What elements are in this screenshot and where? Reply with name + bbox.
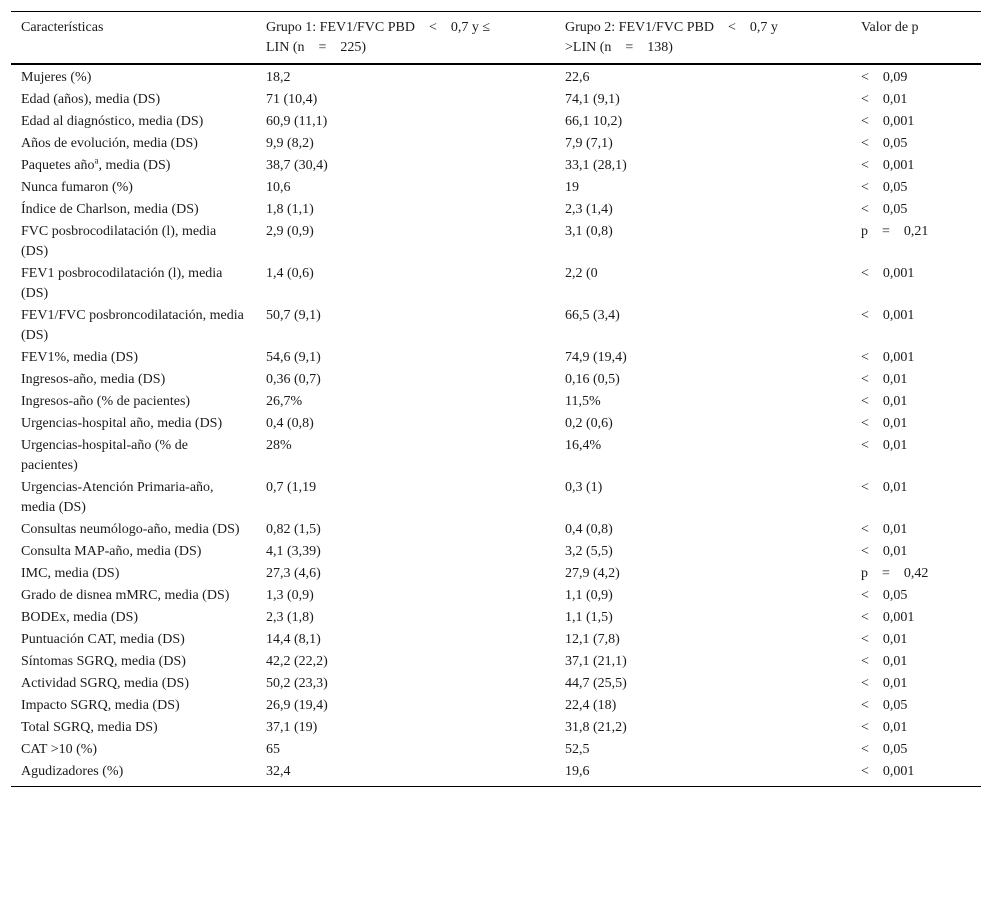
p-value: < 0,01	[861, 544, 908, 559]
group-2-value: 33,1 (28,1)	[565, 158, 627, 173]
group-2-value: 37,1 (21,1)	[565, 654, 627, 669]
group-2-value: 3,2 (5,5)	[565, 544, 613, 559]
p-value: < 0,001	[861, 308, 915, 323]
header-group-2	[555, 12, 851, 65]
p-value: < 0,05	[861, 742, 908, 757]
group-1-value: 37,1 (19)	[266, 720, 318, 735]
p-value: < 0,05	[861, 698, 908, 713]
p-value: < 0,01	[861, 522, 908, 537]
p-value: < 0,01	[861, 438, 908, 453]
p-value: < 0,05	[861, 180, 908, 195]
group-1-value: 32,4	[266, 764, 291, 779]
group-2-value: 31,8 (21,2)	[565, 720, 627, 735]
group-1-value: 71 (10,4)	[266, 92, 318, 107]
table-row	[11, 199, 981, 221]
group-1-value: 1,3 (0,9)	[266, 588, 314, 603]
group-2-value: 0,4 (0,8)	[565, 522, 613, 537]
group-1-value: 27,3 (4,6)	[266, 566, 321, 581]
table-row	[11, 155, 981, 177]
row-label: FVC posbrocodilatación (l), media (DS)	[21, 224, 217, 259]
table-row	[11, 761, 981, 787]
table-row	[11, 391, 981, 413]
row-label: Años de evolución, media (DS)	[21, 136, 198, 151]
group-2-value: 11,5%	[565, 394, 601, 409]
row-label: BODEx, media (DS)	[21, 610, 139, 625]
row-label: Nunca fumaron (%)	[21, 180, 133, 195]
row-label: FEV1/FVC posbroncodilatación, media (DS)	[21, 308, 244, 343]
p-value: < 0,001	[861, 764, 915, 779]
group-1-value: 26,7%	[266, 394, 303, 409]
table-row	[11, 477, 981, 519]
group-1-value: 42,2 (22,2)	[266, 654, 328, 669]
group-1-value: 65	[266, 742, 280, 757]
group-1-value: 0,7 (1,19	[266, 480, 317, 495]
group-2-value: 74,9 (19,4)	[565, 350, 627, 365]
table-row	[11, 305, 981, 347]
group-2-value: 1,1 (0,9)	[565, 588, 613, 603]
table-row	[11, 133, 981, 155]
table-row	[11, 629, 981, 651]
table-row	[11, 695, 981, 717]
p-value: < 0,01	[861, 720, 908, 735]
group-1-value: 54,6 (9,1)	[266, 350, 321, 365]
table-row	[11, 347, 981, 369]
row-label: Consulta MAP-año, media (DS)	[21, 544, 202, 559]
row-label: Ingresos-año, media (DS)	[21, 372, 166, 387]
row-label	[11, 155, 256, 177]
p-value: p = 0,42	[861, 566, 929, 581]
table-row	[11, 435, 981, 477]
table-row	[11, 111, 981, 133]
table-row	[11, 717, 981, 739]
group-1-value: 18,2	[266, 70, 291, 85]
p-value: < 0,001	[861, 350, 915, 365]
header-p-value: Valor de p	[861, 20, 919, 35]
table-row	[11, 413, 981, 435]
p-value: < 0,05	[861, 202, 908, 217]
row-label: Urgencias-Atención Primaria-año, media (DS)	[21, 480, 214, 515]
group-2-value: 0,3 (1)	[565, 480, 603, 495]
header-group-2-line-1: Grupo 2: FEV1/FVC PBD < 0,7 y	[565, 20, 778, 35]
table-row	[11, 651, 981, 673]
row-label-text: Paquetes año	[21, 158, 95, 173]
group-2-value: 16,4%	[565, 438, 602, 453]
group-1-value: 26,9 (19,4)	[266, 698, 328, 713]
row-label: IMC, media (DS)	[21, 566, 120, 581]
row-label: Índice de Charlson, media (DS)	[21, 202, 199, 217]
group-1-value: 2,3 (1,8)	[266, 610, 314, 625]
group-2-value: 22,4 (18)	[565, 698, 617, 713]
group-1-value: 0,82 (1,5)	[266, 522, 321, 537]
row-label: Puntuación CAT, media (DS)	[21, 632, 185, 647]
table-body	[11, 64, 981, 787]
table-container	[11, 11, 981, 787]
group-1-value: 9,9 (8,2)	[266, 136, 314, 151]
table-row	[11, 585, 981, 607]
row-label: Urgencias-hospital-año (% de pacientes)	[21, 438, 188, 473]
table-row	[11, 673, 981, 695]
p-value: < 0,05	[861, 588, 908, 603]
group-1-value: 28%	[266, 438, 292, 453]
table-row	[11, 541, 981, 563]
group-2-value: 66,5 (3,4)	[565, 308, 620, 323]
group-1-value: 38,7 (30,4)	[266, 158, 328, 173]
row-label: Consultas neumólogo-año, media (DS)	[21, 522, 240, 537]
group-2-value: 0,16 (0,5)	[565, 372, 620, 387]
group-2-value: 12,1 (7,8)	[565, 632, 620, 647]
row-label: Total SGRQ, media DS)	[21, 720, 158, 735]
group-2-value: 19	[565, 180, 579, 195]
row-label: Urgencias-hospital año, media (DS)	[21, 416, 223, 431]
p-value: < 0,01	[861, 416, 908, 431]
row-label: Mujeres (%)	[21, 70, 92, 85]
row-label: Grado de disnea mMRC, media (DS)	[21, 588, 230, 603]
group-2-value: 2,3 (1,4)	[565, 202, 613, 217]
group-2-value: 66,1 10,2)	[565, 114, 623, 129]
group-1-value: 10,6	[266, 180, 291, 195]
p-value: < 0,01	[861, 394, 908, 409]
group-1-value: 0,36 (0,7)	[266, 372, 321, 387]
group-1-value: 0,4 (0,8)	[266, 416, 314, 431]
p-value: p = 0,21	[861, 224, 929, 239]
row-label: FEV1 posbrocodilatación (l), media (DS)	[21, 266, 223, 301]
p-value: < 0,01	[861, 654, 908, 669]
characteristics-table	[11, 11, 981, 787]
group-1-value: 50,7 (9,1)	[266, 308, 321, 323]
group-2-value: 2,2 (0	[565, 266, 598, 281]
table-row	[11, 607, 981, 629]
table-row	[11, 739, 981, 761]
row-label: Edad (años), media (DS)	[21, 92, 161, 107]
group-2-value: 52,5	[565, 742, 590, 757]
p-value: < 0,01	[861, 92, 908, 107]
group-1-value: 2,9 (0,9)	[266, 224, 314, 239]
group-2-value: 44,7 (25,5)	[565, 676, 627, 691]
group-1-value: 1,8 (1,1)	[266, 202, 314, 217]
group-1-value: 50,2 (23,3)	[266, 676, 328, 691]
header-row	[11, 12, 981, 65]
header-group-1-line-2: LIN (n = 225)	[266, 40, 367, 55]
group-2-value: 1,1 (1,5)	[565, 610, 613, 625]
header-characteristics: Características	[21, 20, 104, 35]
group-1-value: 14,4 (8,1)	[266, 632, 321, 647]
table-row	[11, 563, 981, 585]
row-label: Impacto SGRQ, media (DS)	[21, 698, 180, 713]
row-label: Actividad SGRQ, media (DS)	[21, 676, 189, 691]
row-label: Síntomas SGRQ, media (DS)	[21, 654, 186, 669]
table-row	[11, 519, 981, 541]
row-label: Ingresos-año (% de pacientes)	[21, 394, 191, 409]
group-1-value: 60,9 (11,1)	[266, 114, 328, 129]
table-header	[11, 12, 981, 65]
table-row	[11, 64, 981, 89]
group-2-value: 7,9 (7,1)	[565, 136, 613, 151]
group-2-value: 19,6	[565, 764, 590, 779]
p-value: < 0,001	[861, 610, 915, 625]
p-value: < 0,001	[861, 266, 915, 281]
table-row	[11, 263, 981, 305]
group-2-value: 3,1 (0,8)	[565, 224, 613, 239]
group-1-value: 1,4 (0,6)	[266, 266, 314, 281]
header-group-2-line-2: >LIN (n = 138)	[565, 40, 673, 55]
row-label-suffix: , media (DS)	[98, 158, 171, 173]
header-group-1-line-1: Grupo 1: FEV1/FVC PBD < 0,7 y ≤	[266, 20, 491, 35]
header-group-1	[256, 12, 555, 65]
p-value: < 0,001	[861, 158, 915, 173]
row-label: FEV1%, media (DS)	[21, 350, 139, 365]
p-value: < 0,01	[861, 632, 908, 647]
group-2-value: 74,1 (9,1)	[565, 92, 620, 107]
p-value: < 0,09	[861, 70, 908, 85]
p-value: < 0,01	[861, 676, 908, 691]
row-label: Edad al diagnóstico, media (DS)	[21, 114, 204, 129]
table-row	[11, 89, 981, 111]
group-2-value: 0,2 (0,6)	[565, 416, 613, 431]
table-row	[11, 221, 981, 263]
footnote-marker: a	[94, 155, 99, 166]
table-row	[11, 369, 981, 391]
group-1-value: 4,1 (3,39)	[266, 544, 321, 559]
p-value: < 0,01	[861, 480, 908, 495]
table-row	[11, 177, 981, 199]
p-value: < 0,05	[861, 136, 908, 151]
group-2-value: 27,9 (4,2)	[565, 566, 620, 581]
p-value: < 0,01	[861, 372, 908, 387]
row-label: CAT >10 (%)	[21, 742, 98, 757]
p-value: < 0,001	[861, 114, 915, 129]
row-label: Agudizadores (%)	[21, 764, 124, 779]
group-2-value: 22,6	[565, 70, 590, 85]
